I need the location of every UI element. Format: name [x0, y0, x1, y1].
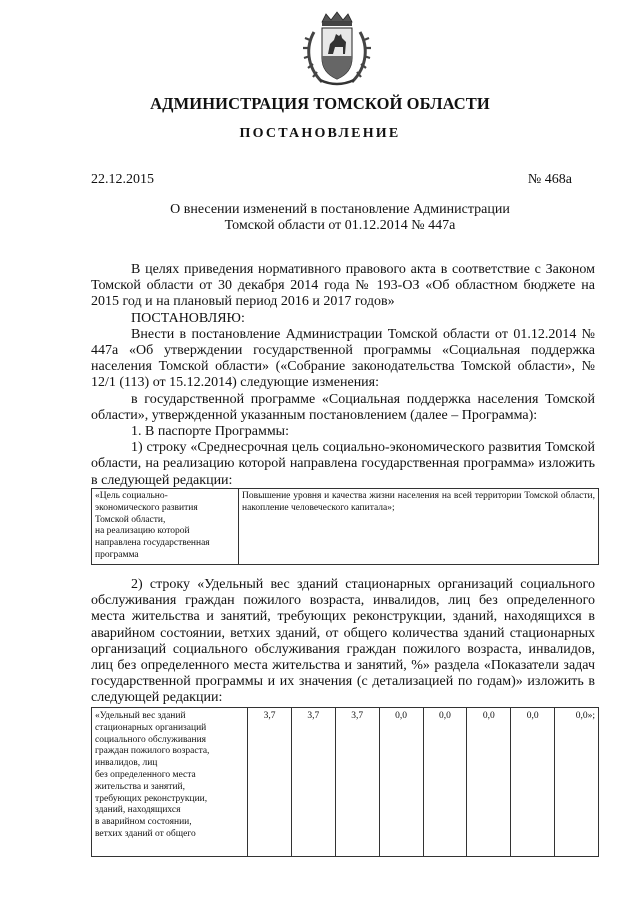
table-row: [92, 489, 599, 565]
cell-line: Томской области,: [95, 514, 166, 525]
cell-line: программа: [95, 549, 139, 560]
table-row: [92, 708, 599, 857]
document-body-continued: [91, 577, 595, 707]
cell-line: граждан пожилого возраста,: [95, 746, 210, 757]
indicator-table: [91, 707, 599, 857]
table-cell-value: 3,7: [291, 708, 335, 857]
paragraph: Внести в постановление Администрации Томской области от 01.12.2014 № 447а «Об утверждении государственной программы «Социальная поддержка населения Томской области» («Собрание законодательства Томской области», № 12/1 (113) от 15.12.2014) следующие изменения:: [91, 326, 595, 391]
table-cell-value: Повышение уровня и качества жизни населения на всей территории Томской области, накопление человеческого капитала»;: [239, 489, 599, 565]
cell-line: требующих реконструкции,: [95, 793, 208, 804]
table-cell-value: 0,0»;: [555, 708, 599, 857]
paragraph: 1. В паспорте Программы:: [131, 424, 289, 440]
table-cell-value: 0,0: [423, 708, 467, 857]
goal-table: [91, 488, 599, 565]
table-cell-value: 0,0: [511, 708, 555, 857]
table-cell-label: [92, 708, 248, 857]
table-cell-value: 0,0: [379, 708, 423, 857]
table-cell-value: 3,7: [335, 708, 379, 857]
document-subject: [150, 202, 530, 234]
table-cell-value: 3,7: [248, 708, 292, 857]
cell-line: в аварийном состоянии,: [95, 817, 192, 828]
paragraph: 2) строку «Удельный вес зданий стационарных организаций социального обслуживания граждан пожилого возраста, инвалидов, лиц без определенного места жительства и занятий, требующих реконструкции, зданий, находящихся в аварийном состоянии, ветхих зданий, от общего количества зданий стационарных организаций социального обслуживания граждан пожилого возраста, инвалидов, лиц без определенного места жительства и занятий, %» раздела «Показатели задач государственной программы и их значения (с детализацией по годам)» изложить в следующей редакции:: [91, 577, 595, 706]
cell-line: «Удельный вес зданий: [95, 711, 186, 721]
document-type: ПОСТАНОВЛЕНИЕ: [239, 126, 401, 141]
cell-line: «Цель социально-: [95, 491, 168, 501]
cell-line: без определенного места: [95, 769, 196, 780]
table-cell-label: [92, 489, 239, 565]
cell-line: жительства и занятий,: [95, 781, 185, 792]
cell-line: инвалидов, лиц: [95, 758, 158, 769]
cell-line: стационарных организаций: [95, 722, 207, 733]
organization-title: АДМИНИСТРАЦИЯ ТОМСКОЙ ОБЛАСТИ: [150, 94, 490, 113]
document-body: [91, 262, 595, 489]
document-date: 22.12.2015: [91, 172, 154, 187]
paragraph: в государственной программе «Социальная поддержка населения Томской области», утвержденной указанным постановлением (далее – Программа):: [91, 391, 595, 423]
subject-line: О внесении изменений в постановление Администрации: [170, 202, 510, 217]
paragraph: ПОСТАНОВЛЯЮ:: [131, 310, 245, 326]
table-cell-value: 0,0: [467, 708, 511, 857]
cell-line: ветхих зданий от общего: [95, 828, 196, 839]
paragraph: В целях приведения нормативного правового акта в соответствие с Законом Томской области от 30 декабря 2014 года № 193-ОЗ «Об областном бюджете на 2015 год и на плановый период 2016 и 2017 годов»: [91, 262, 595, 310]
cell-line: экономического развития: [95, 502, 198, 513]
cell-line: на реализацию которой: [95, 526, 190, 537]
cell-line: направлена государственная: [95, 538, 210, 549]
tomsk-coat-of-arms-icon: [300, 10, 374, 90]
cell-line: зданий, находящихся: [95, 805, 181, 816]
subject-line: Томской области от 01.12.2014 № 447а: [224, 218, 456, 233]
document-number: № 468а: [527, 172, 572, 187]
paragraph: 1) строку «Среднесрочная цель социально-экономического развития Томской области, на реализацию которой направлена государственная программа» изложить в следующей редакции:: [91, 440, 595, 488]
cell-line: социального обслуживания: [95, 734, 207, 745]
